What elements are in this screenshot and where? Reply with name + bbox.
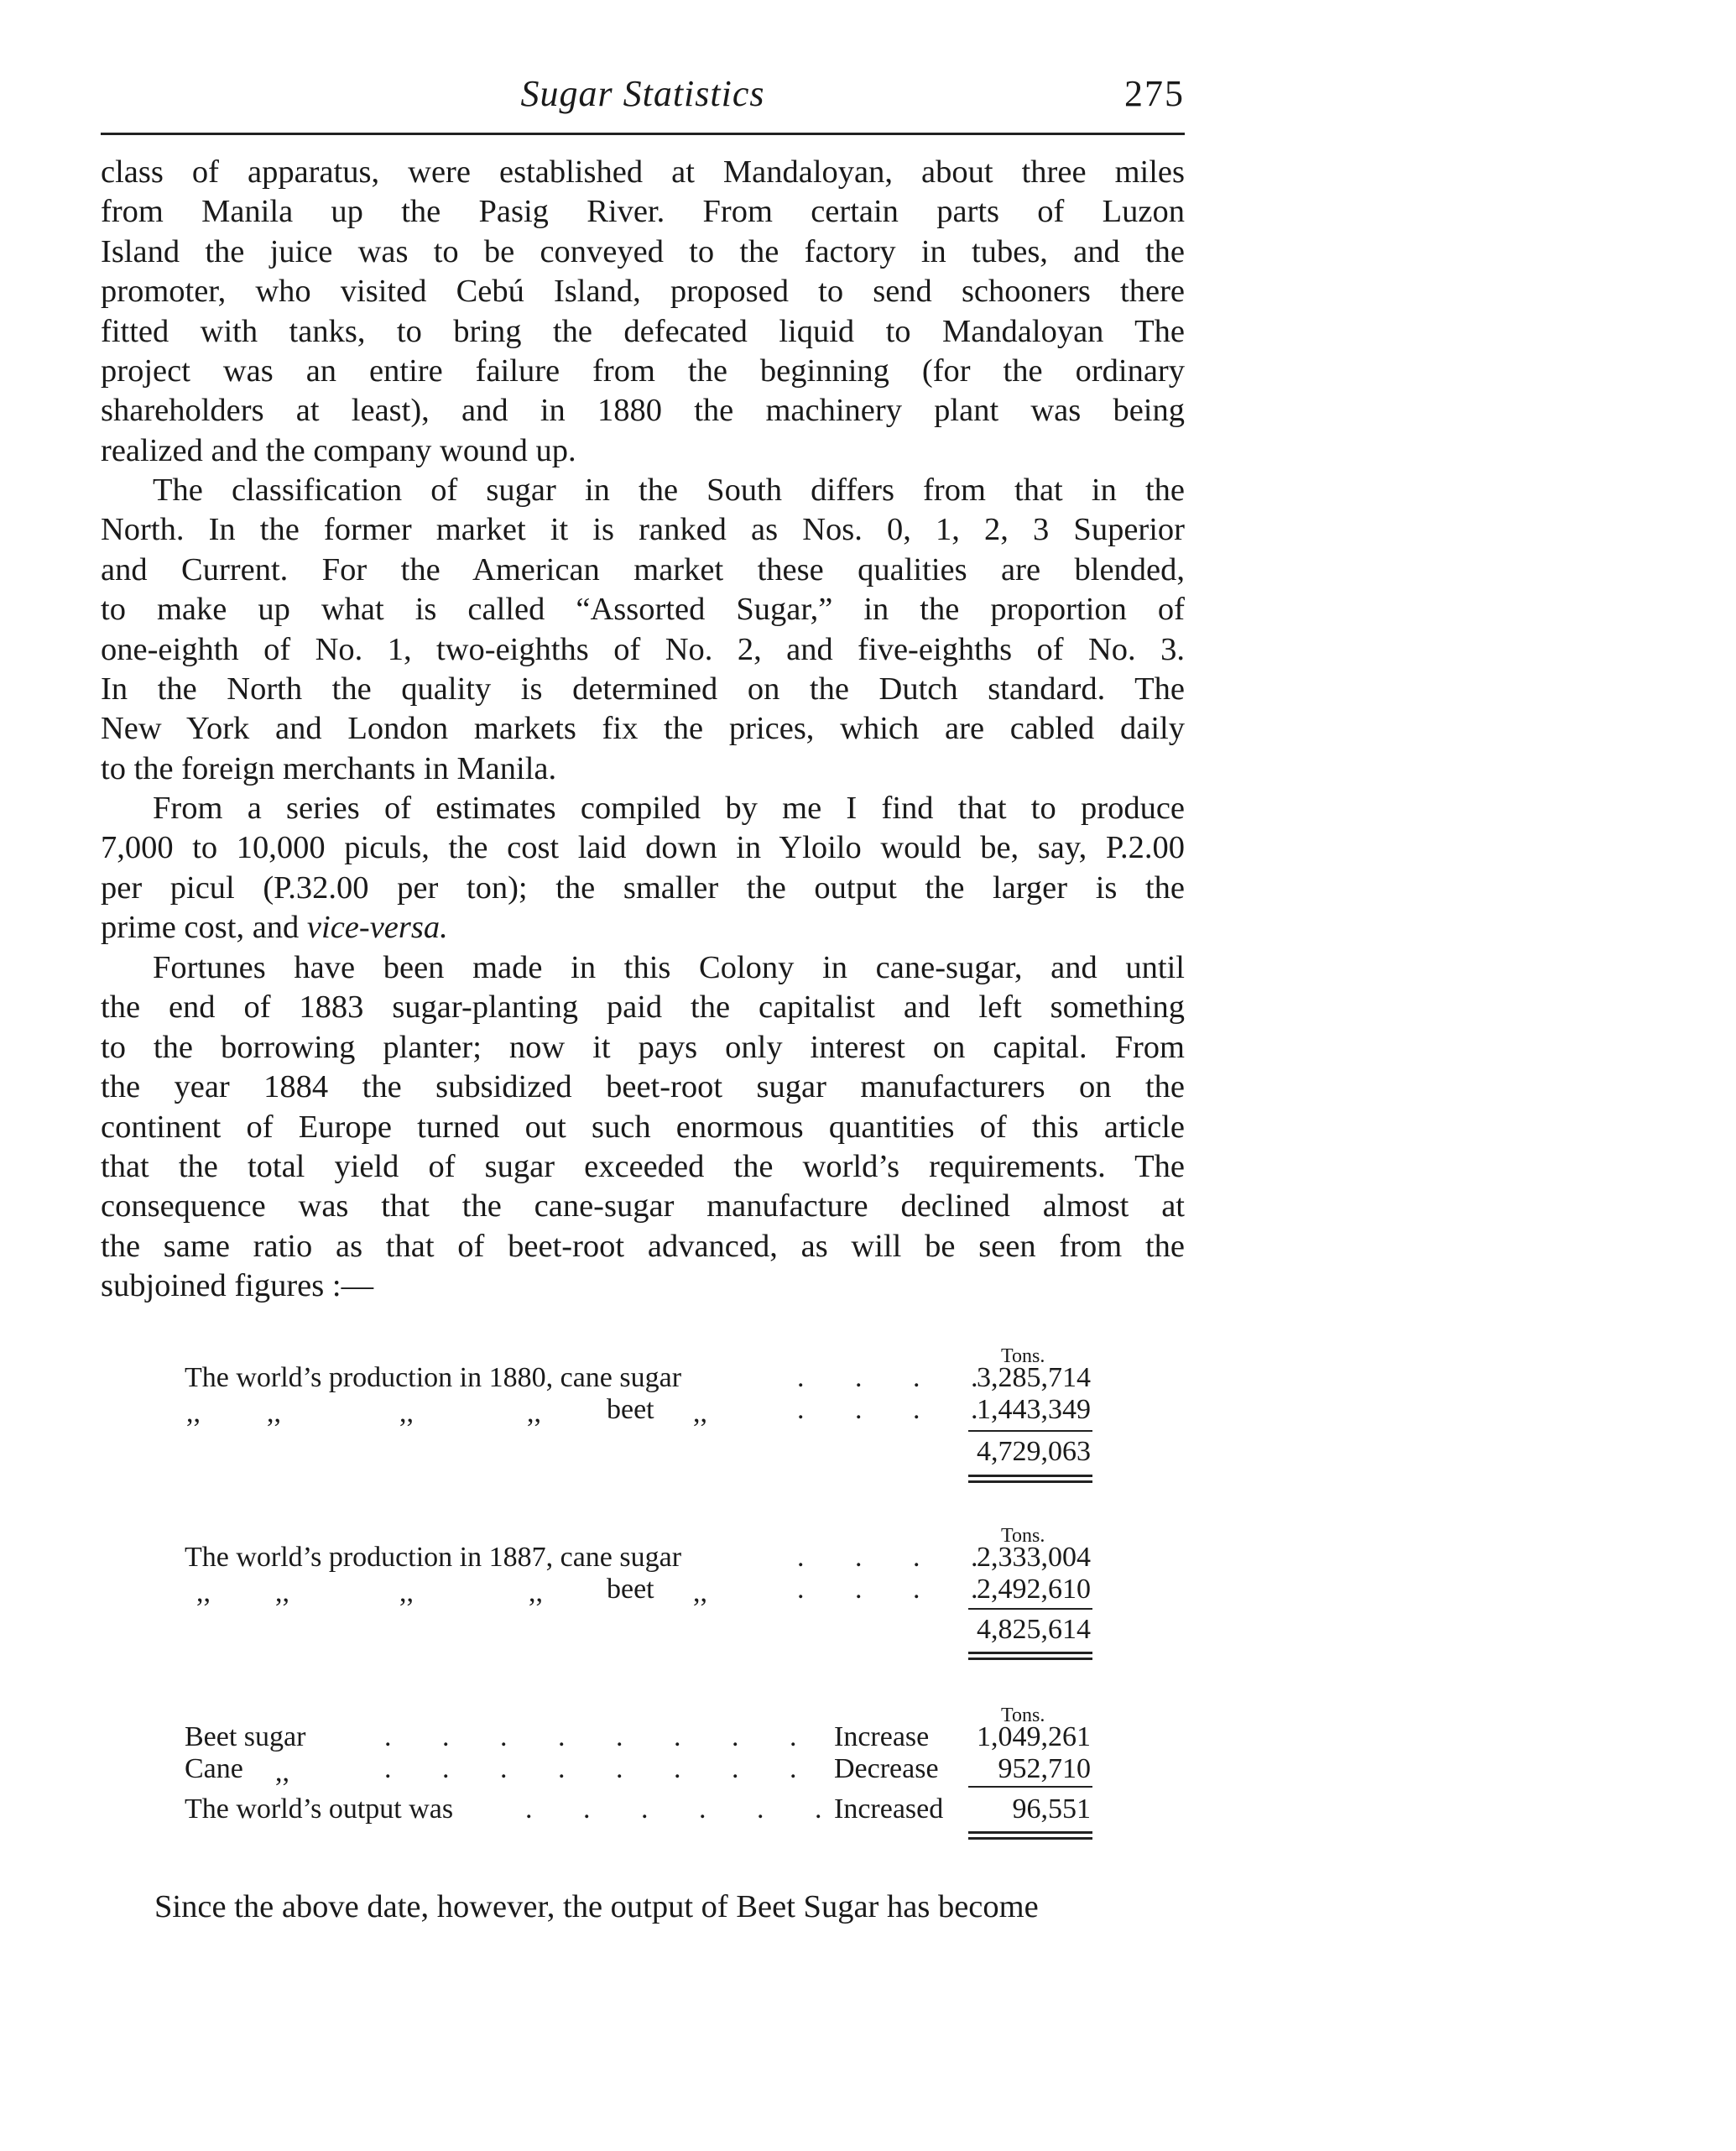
value-cell: 952,710 [998, 1753, 1091, 1784]
ditto-mark: ,, [399, 1397, 414, 1428]
ditto-mark: ,, [196, 1577, 211, 1608]
sum-rule [968, 1430, 1092, 1432]
text-line: to the borrowing planter; now it pays only interest on capital. From [101, 1029, 1185, 1065]
text-line: shareholders at least), and in 1880 the machinery plant was being [101, 393, 1185, 429]
leader-dots: . . . . . . . . [384, 1753, 819, 1784]
running-title: Sugar Statistics [520, 73, 765, 114]
row-label: The world’s production in 1880, cane sugar [185, 1362, 682, 1393]
text-line: promoter, who visited Cebú Island, proposed to send schooners there [101, 274, 1185, 310]
row-label: The world’s output was [185, 1793, 454, 1825]
change-label: Increased [834, 1793, 944, 1825]
ditto-mark: ,, [693, 1397, 707, 1428]
total-cell: 4,729,063 [977, 1436, 1091, 1467]
row-label: Cane [185, 1753, 243, 1784]
text-line: North. In the former market it is ranked as Nos. 0, 1, 2, 3 Superior [101, 512, 1185, 548]
leader-dots: . . . . [797, 1394, 1000, 1425]
text-line: per picul (P.32.00 per ton); the smaller the output the larger is the [101, 869, 1185, 906]
double-rule [968, 1831, 1092, 1834]
double-rule [968, 1475, 1092, 1477]
header-rule [101, 133, 1185, 135]
text-line: the year 1884 the subsidized beet-root sugar manufacturers on the [101, 1069, 1185, 1105]
text-line: Fortunes have been made in this Colony in cane-sugar, and until [153, 950, 1185, 985]
text-line: consequence was that the cane-sugar manufacture declined almost at [101, 1188, 1185, 1224]
text-line: From a series of estimates compiled by me I find that to produce [153, 791, 1185, 826]
text-line: project was an entire failure from the beginning (for the ordinary [101, 353, 1185, 389]
leader-dots: . . . . [797, 1574, 1000, 1605]
units-label: Tons. [1001, 1345, 1045, 1367]
text-line: Island the juice was to be conveyed to the factory in tubes, and the [101, 233, 1185, 269]
text-line: that the total yield of sugar exceeded the world’s requirements. The [101, 1149, 1185, 1185]
ditto-mark: ,, [267, 1397, 281, 1428]
leader-dots: . . . . [797, 1362, 1000, 1393]
sum-rule [968, 1608, 1092, 1610]
sum-rule [968, 1786, 1092, 1788]
text-line-start: prime cost, and [101, 910, 300, 946]
ditto-mark: ,, [275, 1757, 289, 1788]
text-line: one-eighth of No. 1, two-eighths of No. 2, and five-eighths of No. 3. [101, 631, 1185, 667]
text-line: realized and the company wound up. [101, 432, 576, 468]
text-line: continent of Europe turned out such enormous quantities of this article [101, 1109, 1185, 1145]
units-label: Tons. [1001, 1525, 1045, 1547]
italic-phrase: vice-versa. [306, 910, 448, 946]
closing-line: Since the above date, however, the output of Beet Sugar has become [154, 1889, 1039, 1924]
text-line: and Current. For the American market these qualities are blended, [101, 551, 1185, 587]
leader-dots: . . . . [797, 1542, 1000, 1573]
row-label: beet [607, 1394, 654, 1425]
paragraph-3 [101, 789, 1185, 948]
row-label: Beet sugar [185, 1721, 306, 1752]
text-line: In the North the quality is determined on the Dutch standard. The [101, 671, 1185, 707]
page-number: 275 [1124, 73, 1185, 114]
ditto-mark: ,, [186, 1397, 201, 1428]
text-line: the same ratio as that of beet-root advanced, as will be seen from the [101, 1228, 1185, 1264]
text-line: The classification of sugar in the South differs from that in the [153, 472, 1185, 508]
leader-dots: . . . . . . [525, 1793, 844, 1825]
double-rule [968, 1480, 1092, 1483]
paragraph-1 [101, 153, 1185, 471]
text-line: the end of 1883 sugar-planting paid the capitalist and left something [101, 989, 1185, 1026]
value-cell: 96,551 [1012, 1793, 1091, 1825]
units-label: Tons. [1001, 1705, 1045, 1726]
value-cell: 2,492,610 [977, 1574, 1091, 1605]
text-line: subjoined figures :— [101, 1268, 374, 1304]
text-line: fitted with tanks, to bring the defecated liquid to Mandaloyan The [101, 313, 1185, 349]
text-line: 7,000 to 10,000 piculs, the cost laid down in Yloilo would be, say, P.2.00 [101, 830, 1185, 866]
text-line: New York and London markets fix the prices, which are cabled daily [101, 711, 1185, 747]
double-rule [968, 1837, 1092, 1840]
value-cell: 2,333,004 [977, 1542, 1091, 1573]
row-label: The world’s production in 1887, cane sugar [185, 1542, 682, 1573]
paragraph-4 [101, 948, 1185, 1307]
total-cell: 4,825,614 [977, 1614, 1091, 1645]
ditto-mark: ,, [529, 1577, 543, 1608]
ditto-mark: ,, [275, 1577, 289, 1608]
text-line: class of apparatus, were established at Mandaloyan, about three miles [101, 154, 1185, 190]
ditto-mark: ,, [527, 1397, 541, 1428]
paragraph-2 [101, 471, 1185, 789]
change-label: Increase [834, 1721, 930, 1752]
leader-dots: . . . . . . . . [384, 1721, 819, 1752]
row-label: beet [607, 1574, 654, 1605]
running-header [101, 72, 1185, 116]
value-cell: 3,285,714 [977, 1362, 1091, 1393]
ditto-mark: ,, [693, 1577, 707, 1608]
value-cell: 1,049,261 [977, 1721, 1091, 1752]
value-cell: 1,443,349 [977, 1394, 1091, 1425]
ditto-mark: ,, [399, 1577, 414, 1608]
text-line [101, 908, 1185, 948]
double-rule [968, 1652, 1092, 1654]
change-label: Decrease [834, 1753, 939, 1784]
text-line: to the foreign merchants in Manila. [101, 750, 557, 786]
text-line: to make up what is called “Assorted Sugar,” in the proportion of [101, 592, 1185, 628]
text-line: from Manila up the Pasig River. From certain parts of Luzon [101, 194, 1185, 230]
double-rule [968, 1658, 1092, 1660]
